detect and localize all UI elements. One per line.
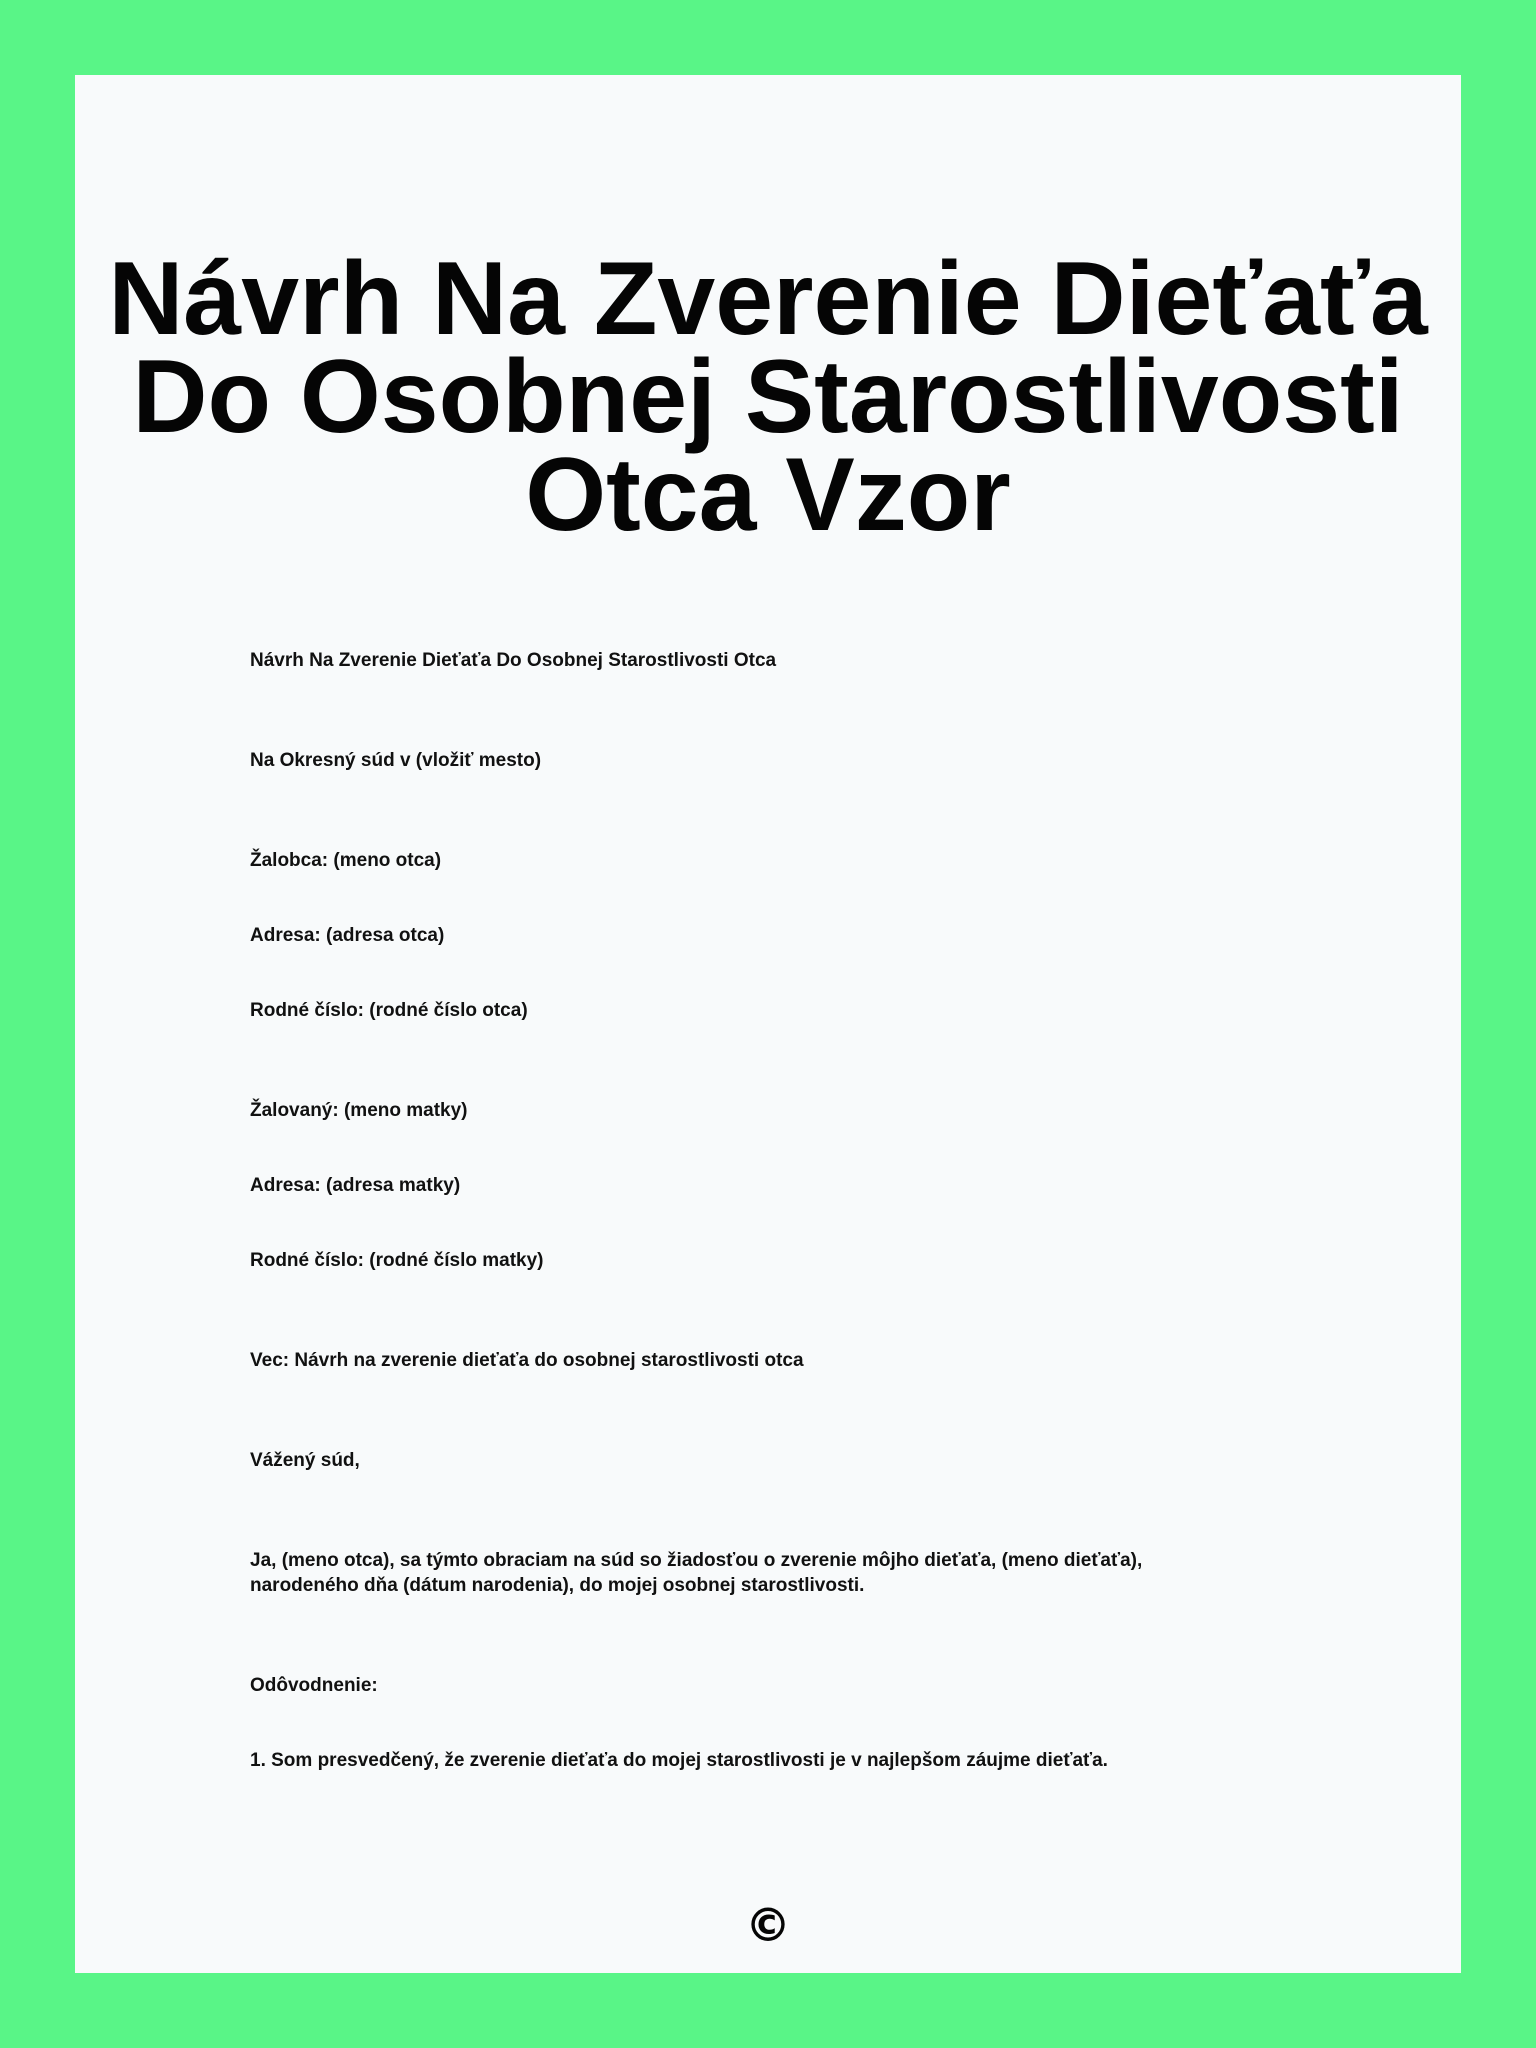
plaintiff-id-number: Rodné číslo: (rodné číslo otca) (250, 1000, 528, 1021)
defendant-id-number: Rodné číslo: (rodné číslo matky) (250, 1250, 544, 1271)
reason-item-1: 1. Som presvedčený, že zverenie dieťaťa do mojej starostlivosti je v najlepšom záujme dieťaťa. (250, 1750, 1108, 1771)
reasoning-heading: Odôvodnenie: (250, 1675, 378, 1696)
defendant-name: Žalovaný: (meno matky) (250, 1100, 468, 1121)
plaintiff-name: Žalobca: (meno otca) (250, 850, 442, 871)
court-line: Na Okresný súd v (vložiť mesto) (250, 750, 542, 771)
document-heading: Návrh Na Zverenie Dieťaťa Do Osobnej Starostlivosti Otca (250, 650, 777, 671)
document-page (75, 75, 1461, 1973)
plaintiff-address: Adresa: (adresa otca) (250, 925, 445, 946)
salutation: Vážený súd, (250, 1450, 360, 1471)
request-paragraph: Ja, (meno otca), sa týmto obraciam na súd so žiadosťou o zverenie môjho dieťaťa, (meno dieťaťa), narodeného dňa (dátum narodenia), do mojej osobnej starostlivosti. (250, 1550, 1143, 1596)
copyright-icon: © (745, 1898, 791, 1952)
defendant-address: Adresa: (adresa matky) (250, 1175, 461, 1196)
subject-line: Vec: Návrh na zverenie dieťaťa do osobnej starostlivosti otca (250, 1350, 804, 1371)
document-title: Návrh Na Zverenie Dieťaťa Do Osobnej Starostlivosti Otca Vzor (108, 241, 1428, 553)
